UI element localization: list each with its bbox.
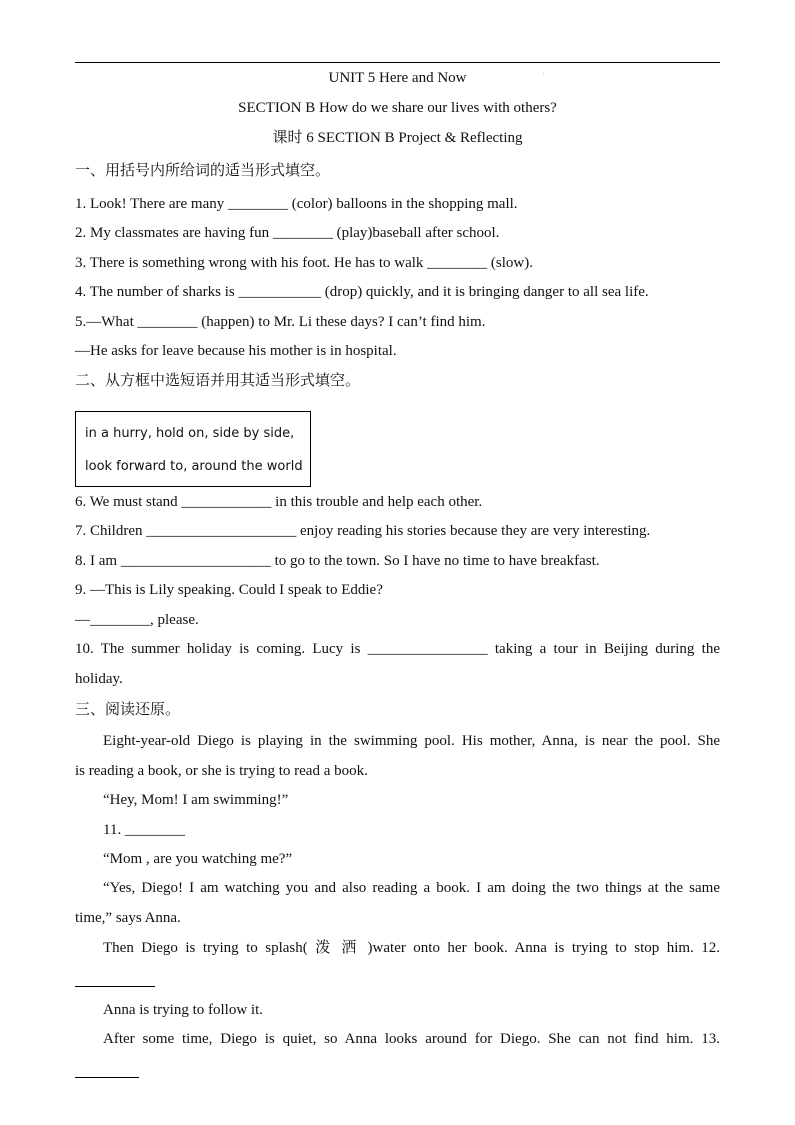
top-rule bbox=[75, 62, 720, 63]
passage-line-7: Then Diego is trying to splash( 泼 洒 )water onto her book. Anna is trying to stop him. 12. bbox=[103, 940, 720, 956]
phrase-box bbox=[75, 411, 311, 487]
passage-line-2: is reading a book, or she is trying to read a book. bbox=[75, 763, 368, 779]
question-1: 1. Look! There are many ________ (color) balloons in the shopping mall. bbox=[75, 196, 518, 212]
passage-line-6: time,” says Anna. bbox=[75, 910, 181, 926]
part3-heading: 三、阅读还原。 bbox=[75, 702, 181, 718]
passage-line-8: Anna is trying to follow it. bbox=[103, 1002, 263, 1018]
phrase-box-line-2: look forward to, around the world bbox=[85, 459, 303, 474]
part1-heading: 一、用括号内所给词的适当形式填空。 bbox=[75, 163, 331, 179]
phrase-box-line-1: in a hurry, hold on, side by side, bbox=[85, 426, 295, 441]
lesson-title: 课时 6 SECTION B Project & Reflecting bbox=[272, 130, 523, 146]
section-title: SECTION B How do we share our lives with others? bbox=[238, 100, 557, 116]
passage-line-1: Eight-year-old Diego is playing in the swimming pool. His mother, Anna, is near the pool. She bbox=[103, 733, 720, 749]
question-2: 2. My classmates are having fun ________ (play)baseball after school. bbox=[75, 225, 500, 241]
question-8: 8. I am ____________________ to go to the town. So I have no time to have breakfast. bbox=[75, 553, 600, 569]
header-mark: . bbox=[543, 70, 545, 76]
question-7: 7. Children ____________________ enjoy reading his stories because they are very interesting. bbox=[75, 523, 651, 539]
question-10-continued: holiday. bbox=[75, 671, 123, 687]
question-5-reply: —He asks for leave because his mother is in hospital. bbox=[75, 343, 397, 359]
unit-title: UNIT 5 Here and Now bbox=[328, 70, 467, 86]
question-9-reply: —________, please. bbox=[75, 612, 199, 628]
blank-13-line bbox=[75, 1077, 139, 1078]
part2-heading: 二、从方框中选短语并用其适当形式填空。 bbox=[75, 373, 361, 389]
question-5: 5.—What ________ (happen) to Mr. Li these days? I can’t find him. bbox=[75, 314, 486, 330]
passage-line-5: “Yes, Diego! I am watching you and also reading a book. I am doing the two things at the same bbox=[103, 880, 720, 896]
question-10: 10. The summer holiday is coming. Lucy is ________________ taking a tour in Beijing during the bbox=[75, 641, 720, 657]
blank-12-line bbox=[75, 986, 155, 987]
question-3: 3. There is something wrong with his foot. He has to walk ________ (slow). bbox=[75, 255, 534, 271]
passage-blank-11: 11. ________ bbox=[103, 822, 185, 838]
passage-line-3: “Hey, Mom! I am swimming!” bbox=[103, 792, 289, 808]
passage-line-4: “Mom , are you watching me?” bbox=[103, 851, 293, 867]
question-6: 6. We must stand ____________ in this trouble and help each other. bbox=[75, 494, 483, 510]
question-9: 9. —This is Lily speaking. Could I speak to Eddie? bbox=[75, 582, 383, 598]
passage-line-9: After some time, Diego is quiet, so Anna looks around for Diego. She can not find him. 13. bbox=[103, 1031, 720, 1047]
question-4: 4. The number of sharks is ___________ (drop) quickly, and it is bringing danger to all sea life. bbox=[75, 284, 649, 300]
